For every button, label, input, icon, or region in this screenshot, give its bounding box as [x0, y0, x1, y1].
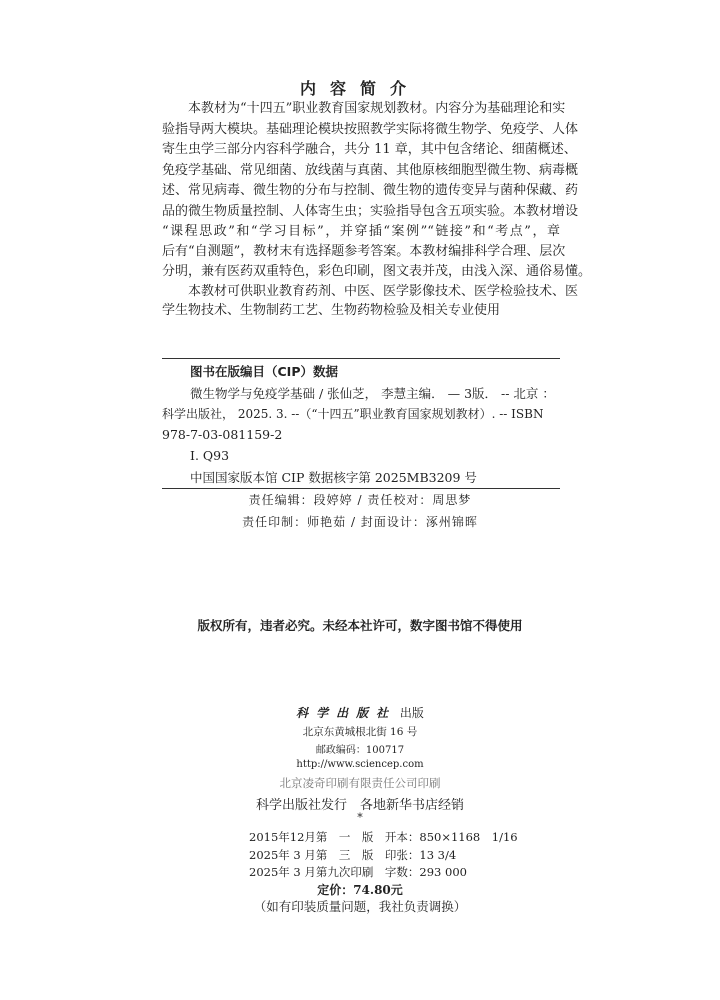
price: 定价：74.80元 [317, 883, 403, 897]
publisher-logo: 科学出版社 [296, 706, 397, 720]
cip-bottom-rule [162, 488, 560, 489]
publisher-postcode: 邮政编码：100717 [315, 745, 405, 756]
cip-line-5: 中国国家版本馆 CIP 数据核字第 2025MB3209 号 [190, 470, 477, 485]
edition-line-2: 2025年 3 月第 三 版 印张：13 3/4 [249, 848, 457, 862]
separator-star: * [357, 811, 363, 824]
intro-line: 后有“自测题”，教材末有选择题参考答案。本教材编排科学合理、层次 [162, 244, 566, 259]
edition-line-1: 2015年12月第 一 版 开本：850×1168 1/16 [249, 830, 518, 844]
intro-line: 本教材为“十四五”职业教育国家规划教材。内容分为基础理论和实 [162, 101, 566, 116]
intro-line: 寄生虫学三部分内容科学融合，共分 11 章，其中包含绪论、细菌概述、 [162, 142, 577, 157]
cip-top-rule [162, 358, 560, 359]
copyright-notice: 版权所有，违者必究。未经本社许可，数字图书馆不得使用 [197, 618, 523, 633]
printer: 北京凌奇印刷有限责任公司印刷 [279, 776, 441, 790]
intro-line: 验指导两大模块。基础理论模块按照教学实际将微生物学、免疫学、人体 [162, 122, 579, 137]
cip-line-3: 978-7-03-081159-2 [162, 427, 283, 442]
publisher-url[interactable]: http://www.sciencep.com [296, 759, 424, 770]
cip-line-4: Ⅰ. Q93 [190, 448, 230, 463]
cip-heading: 图书在版编目（CIP）数据 [190, 364, 338, 379]
credits-line-1: 责任编辑：段婷婷 / 责任校对：周思梦 [248, 493, 472, 507]
publisher-address: 北京东黄城根北街 16 号 [302, 726, 418, 738]
intro-line: “课程思政”和“学习目标”，并穿插“案例”“链接”和“考点”，章 [162, 224, 560, 239]
intro-line: 免疫学基础、常见细菌、放线菌与真菌、其他原核细胞型微生物、病毒概 [162, 163, 579, 178]
intro-title: 内容简介 [299, 79, 420, 98]
distribution: 科学出版社发行 各地新华书店经销 [255, 798, 464, 813]
replacement-note: （如有印装质量问题，我社负责调换） [253, 899, 467, 914]
intro-line: 分明，兼有医药双重特色，彩色印刷，图文表并茂，由浅入深、通俗易懂。 [162, 264, 592, 279]
credits-line-2: 责任印制：师艳茹 / 封面设计：涿州锦晖 [242, 515, 478, 529]
intro-line: 述、常见病毒、微生物的分布与控制、微生物的遗传变异与菌种保藏、药 [162, 183, 579, 198]
intro-line: 品的微生物质量控制、人体寄生虫；实验指导包含五项实验。本教材增设 [162, 204, 579, 219]
publisher-line [0, 704, 720, 721]
intro-line: 学生物技术、生物制药工艺、生物药物检验及相关专业使用 [162, 303, 501, 318]
cip-line-1: 微生物学与免疫学基础 / 张仙芝， 李慧主编． — 3版． -- 北京 ： [190, 386, 555, 401]
intro-line: 本教材可供职业教育药剂、中医、医学影像技术、医学检验技术、医 [162, 284, 579, 299]
edition-line-3: 2025年 3 月第九次印刷 字数：293 000 [249, 865, 467, 879]
cip-line-2: 科学出版社， 2025. 3. --（“十四五”职业教育国家规划教材）. -- ISBN [162, 407, 544, 421]
publisher-suffix: 出版 [399, 706, 424, 720]
